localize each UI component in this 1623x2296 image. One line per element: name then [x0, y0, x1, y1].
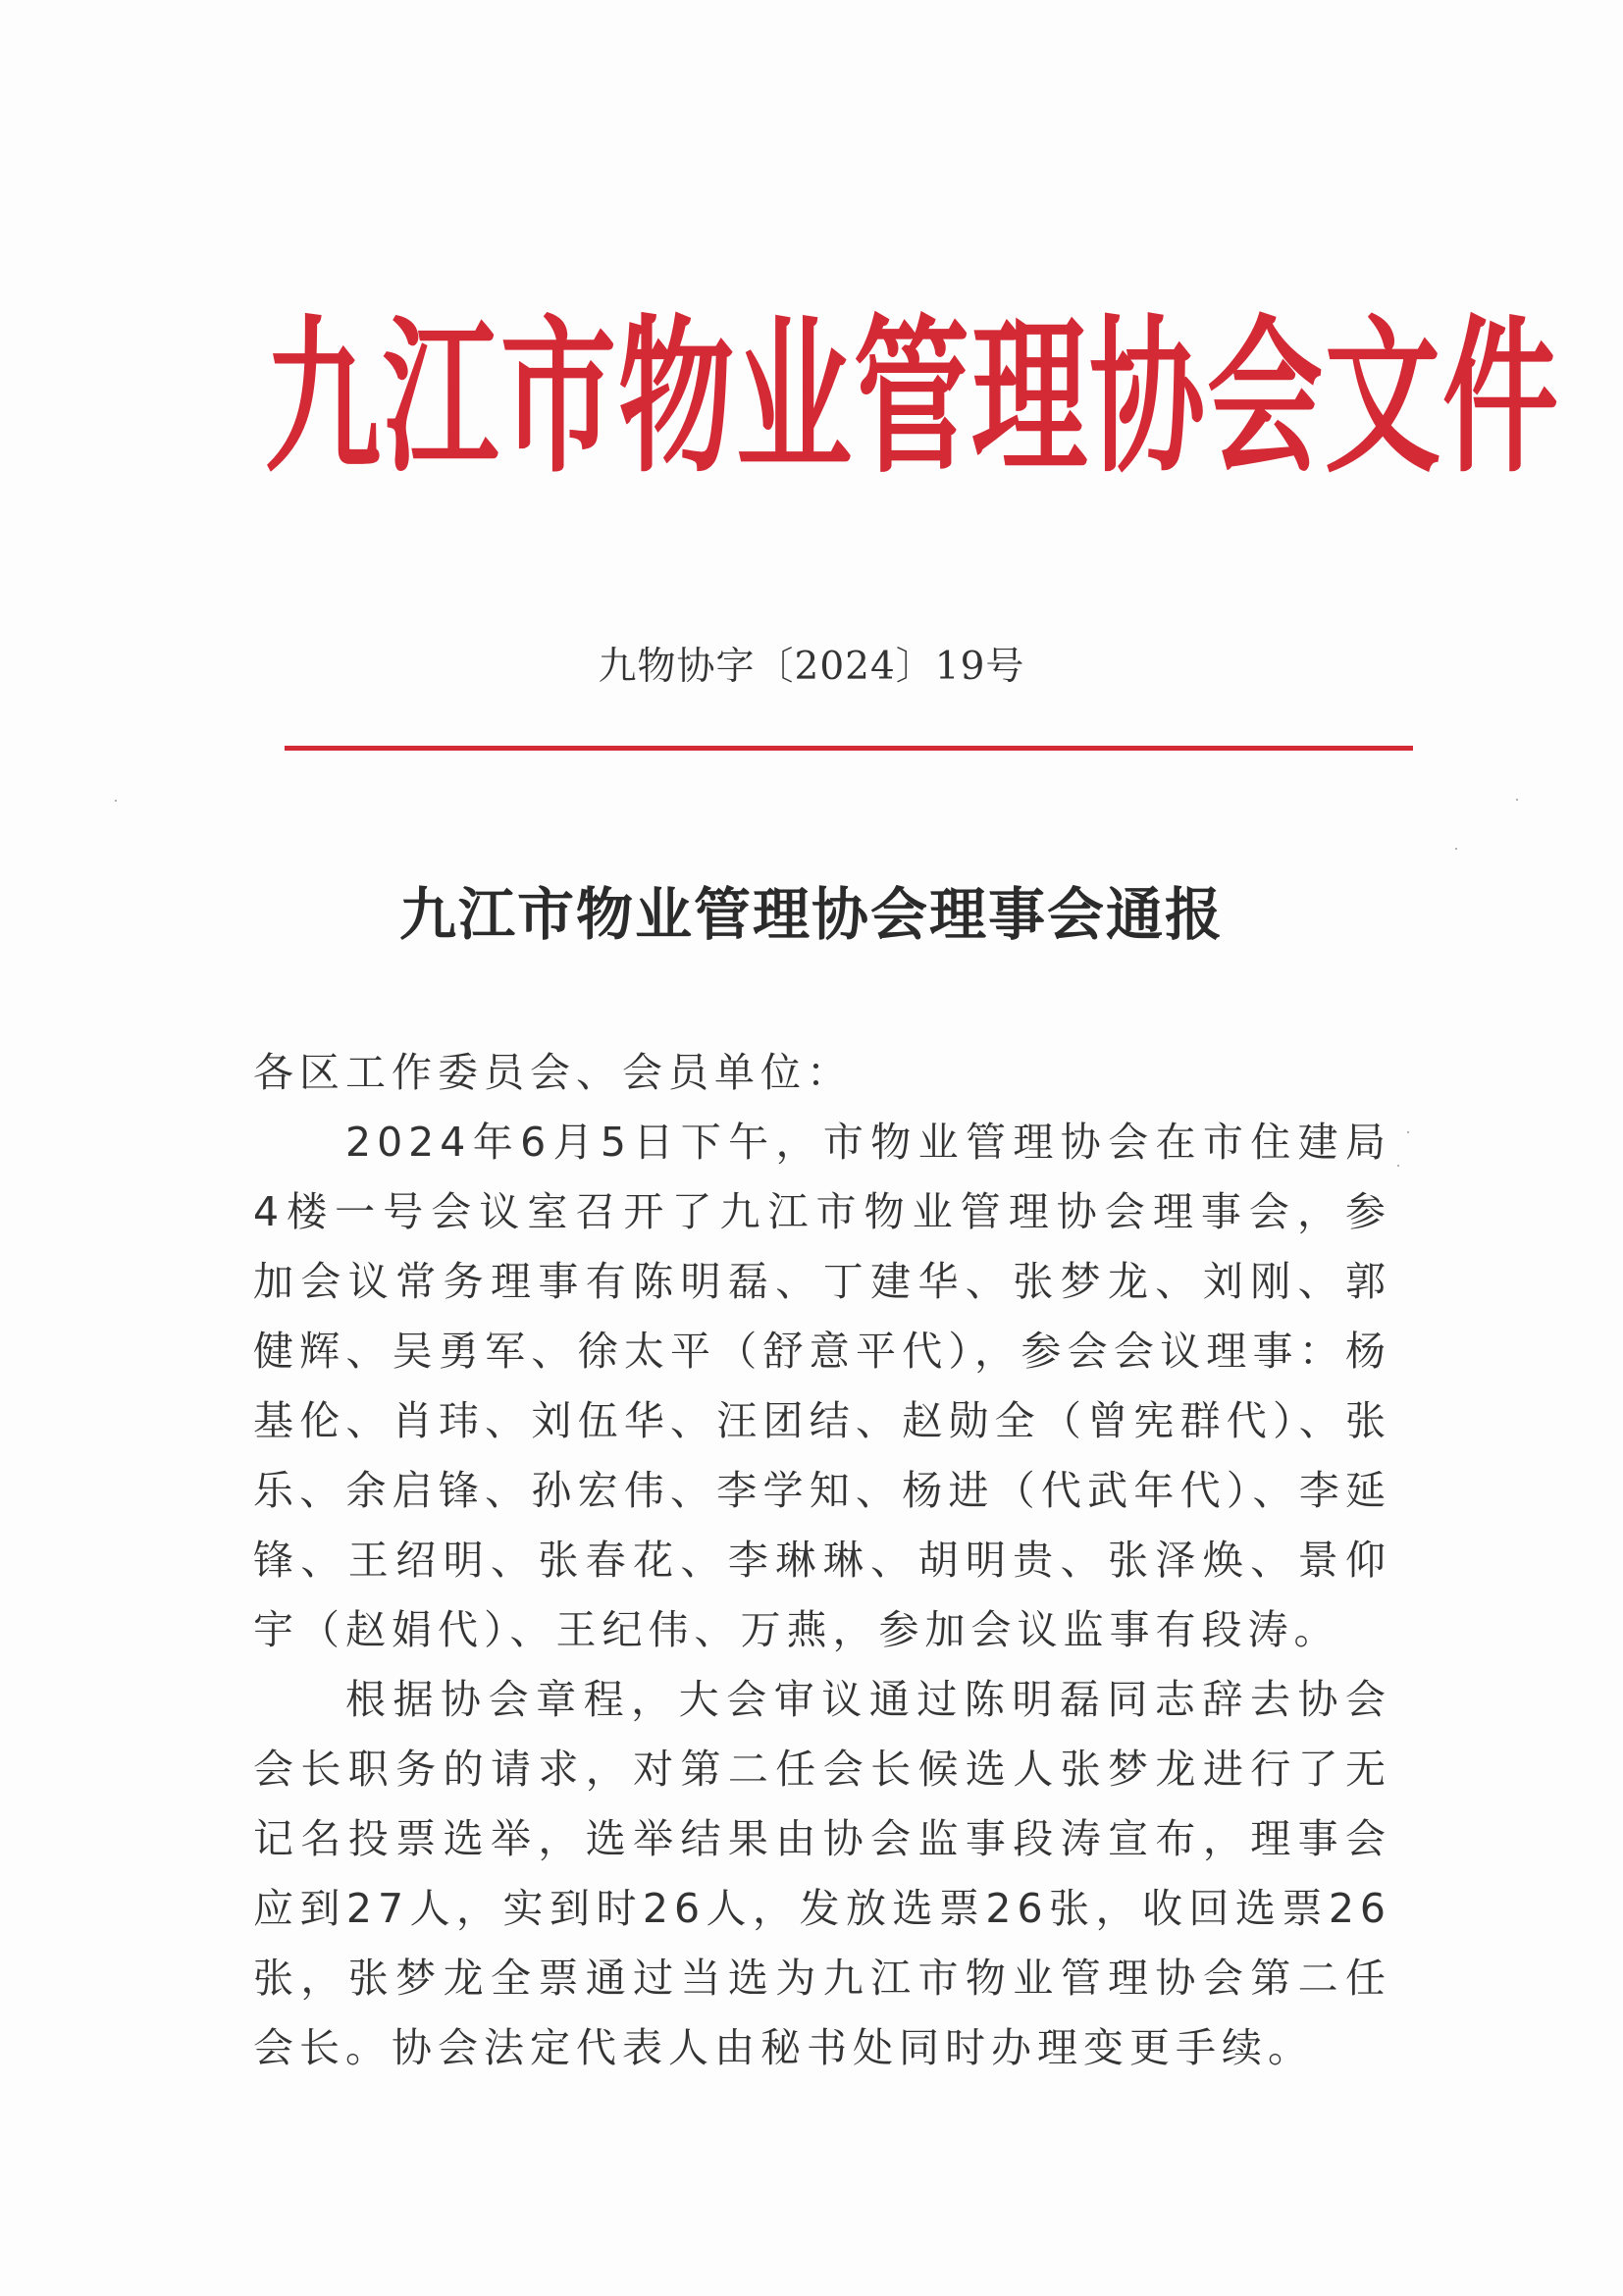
- scan-speck: [1516, 799, 1518, 801]
- document-number: 九物协字〔2024〕19号: [598, 645, 1025, 689]
- notice-title: 九江市物业管理协会理事会通报: [398, 881, 1224, 948]
- document-header-title: 九江市物业管理协会文件: [265, 298, 1561, 496]
- paragraph-election-result: 根据协会章程，大会审议通过陈明磊同志辞去协会会长职务的请求，对第二任会长候选人张梦龙进行了无记名投票选举，选举结果由协会监事段涛宣布，理事会应到27人，实到时26人，发放选票26张，收回选票26张，张梦龙全票通过当选为九江市物业管理协会第二任会长。协会法定代表人由秘书处同时办理变更手续。: [253, 1676, 1391, 2071]
- scan-speck: [1455, 848, 1457, 850]
- paragraph-meeting-attendees: 2024年6月5日下午，市物业管理协会在市住建局4楼一号会议室召开了九江市物业管理协会理事会，参加会议常务理事有陈明磊、丁建华、张梦龙、刘刚、郭健辉、吴勇军、徐太平（舒意平代），参会会议理事：杨基伦、肖玮、刘伍华、汪团结、赵勋全（曾宪群代）、张乐、余启锋、孙宏伟、李学知、杨进（代武年代）、李延锋、王绍明、张春花、李琳琳、胡明贵、张泽焕、景仰宇（赵娟代）、王纪伟、万燕，参加会议监事有段涛。: [253, 1119, 1391, 1653]
- scan-speck: [115, 800, 117, 802]
- scan-speck: [1407, 1131, 1409, 1133]
- salutation: 各区工作委员会、会员单位：: [253, 1049, 853, 1096]
- header-divider-rule: [285, 746, 1413, 751]
- notice-body: [253, 1038, 1391, 2083]
- scan-speck: [1397, 1165, 1399, 1167]
